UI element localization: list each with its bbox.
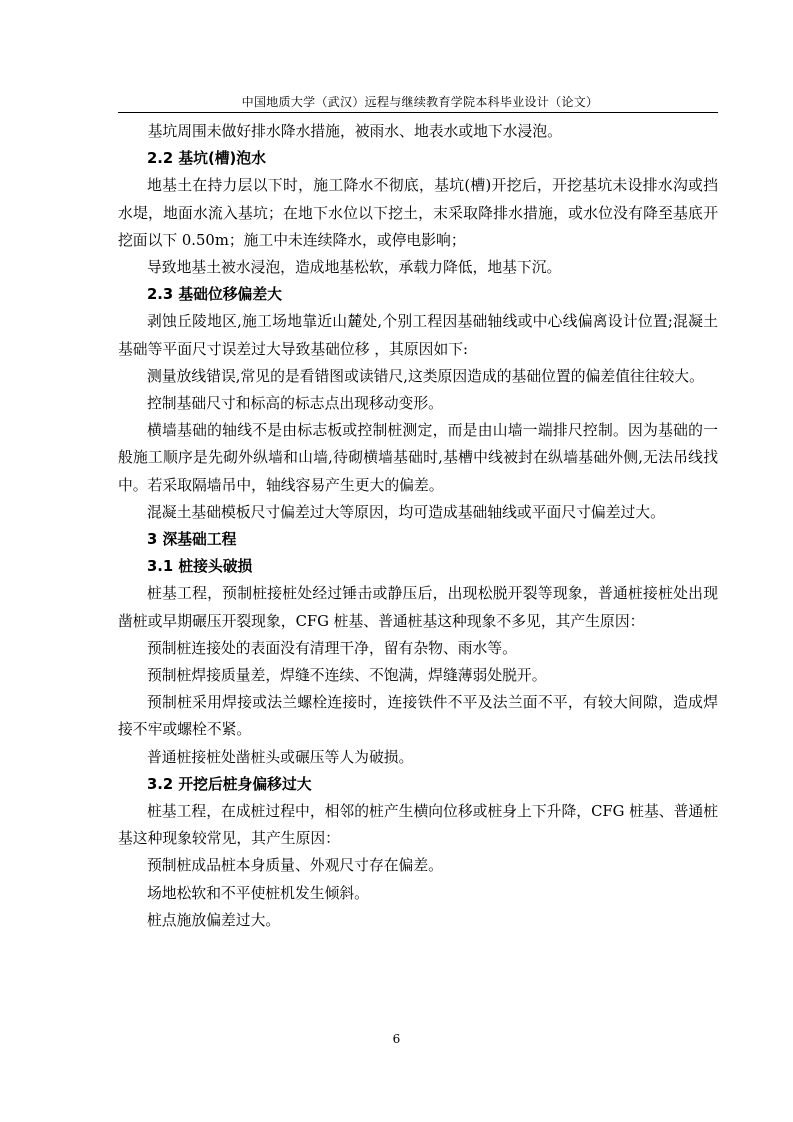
section-heading: 3.1 桩接头破损 — [147, 558, 253, 576]
section-heading: 2.3 基础位移偏差大 — [147, 286, 282, 304]
paragraph: 控制基础尺寸和标高的标志点出现移动变形。 — [147, 395, 443, 413]
paragraph: 场地松软和不平使桩机发生倾斜。 — [147, 884, 369, 902]
paragraph: 预制桩采用焊接或法兰螺栓连接时，连接铁件不平及法兰面不平，有较大间隙，造成焊接不牢或螺栓不紧。 — [118, 694, 718, 739]
paragraph: 桩点施放偏差过大。 — [147, 911, 281, 929]
paragraph: 横墙基础的轴线不是由标志板或控制桩测定，而是由山墙一端排尺控制。因为基础的一般施工顺序是先砌外纵墙和山墙,待砌横墙基础时,基槽中线被封在纵墙基础外侧,无法吊线找中。若采取隔墙吊中，轴线容易产生更大的偏差。 — [118, 422, 718, 494]
section-heading: 3.2 开挖后桩身偏移过大 — [147, 775, 312, 793]
paragraph: 预制桩连接处的表面没有清理干净，留有杂物、雨水等。 — [147, 639, 517, 657]
page-number: 6 — [392, 1032, 401, 1046]
paragraph: 导致地基土被水浸泡，造成地基松软，承载力降低，地基下沉。 — [147, 259, 562, 277]
header-rule — [118, 112, 718, 113]
paragraph: 桩基工程，预制桩接桩处经过锤击或静压后，出现松脱开裂等现象，普通桩接桩处出现凿桩或早期碾压开裂现象，CFG 桩基、普通桩基这种现象不多见，其产生原因： — [118, 585, 718, 630]
chapter-heading: 3 深基础工程 — [147, 531, 237, 549]
paragraph: 地基土在持力层以下时，施工降水不彻底，基坑(槽)开挖后，开挖基坑未设排水沟或挡水堤，地面水流入基坑；在地下水位以下挖土，末采取降排水措施，或水位没有降至基底开挖面以下 0.50m；施工中未连续降水，或停电影响； — [118, 177, 718, 249]
paragraph: 基坑周围未做好排水降水措施，被雨水、地表水或地下水浸泡。 — [118, 123, 562, 140]
paragraph: 混凝土基础模板尺寸偏差过大等原因，均可造成基础轴线或平面尺寸偏差过大。 — [147, 503, 665, 521]
paragraph: 预制桩焊接质量差，焊缝不连续、不饱满，焊缝薄弱处脱开。 — [147, 667, 547, 685]
running-header: 中国地质大学（武汉）远程与继续教育学院本科毕业设计（论文） — [241, 95, 599, 109]
paragraph: 预制桩成品桩本身质量、外观尺寸存在偏差。 — [147, 857, 443, 875]
paragraph: 剥蚀丘陵地区,施工场地靠近山麓处,个别工程因基础轴线或中心线偏离设计位置;混凝土基础等平面尺寸误差过大导致基础位移 ，其原因如下: — [118, 313, 718, 358]
paragraph: 测量放线错误,常见的是看错图或读错尺,这类原因造成的基础位置的偏差值往往较大。 — [147, 367, 704, 385]
section-heading: 2.2 基坑(槽)泡水 — [147, 150, 266, 168]
paragraph: 桩基工程，在成桩过程中，相邻的桩产生横向位移或桩身上下升降，CFG 桩基、普通桩基这种现象较常见，其产生原因： — [118, 803, 718, 848]
page-body — [118, 118, 718, 934]
paragraph: 普通桩接桩处凿桩头或碾压等人为破损。 — [147, 748, 414, 766]
